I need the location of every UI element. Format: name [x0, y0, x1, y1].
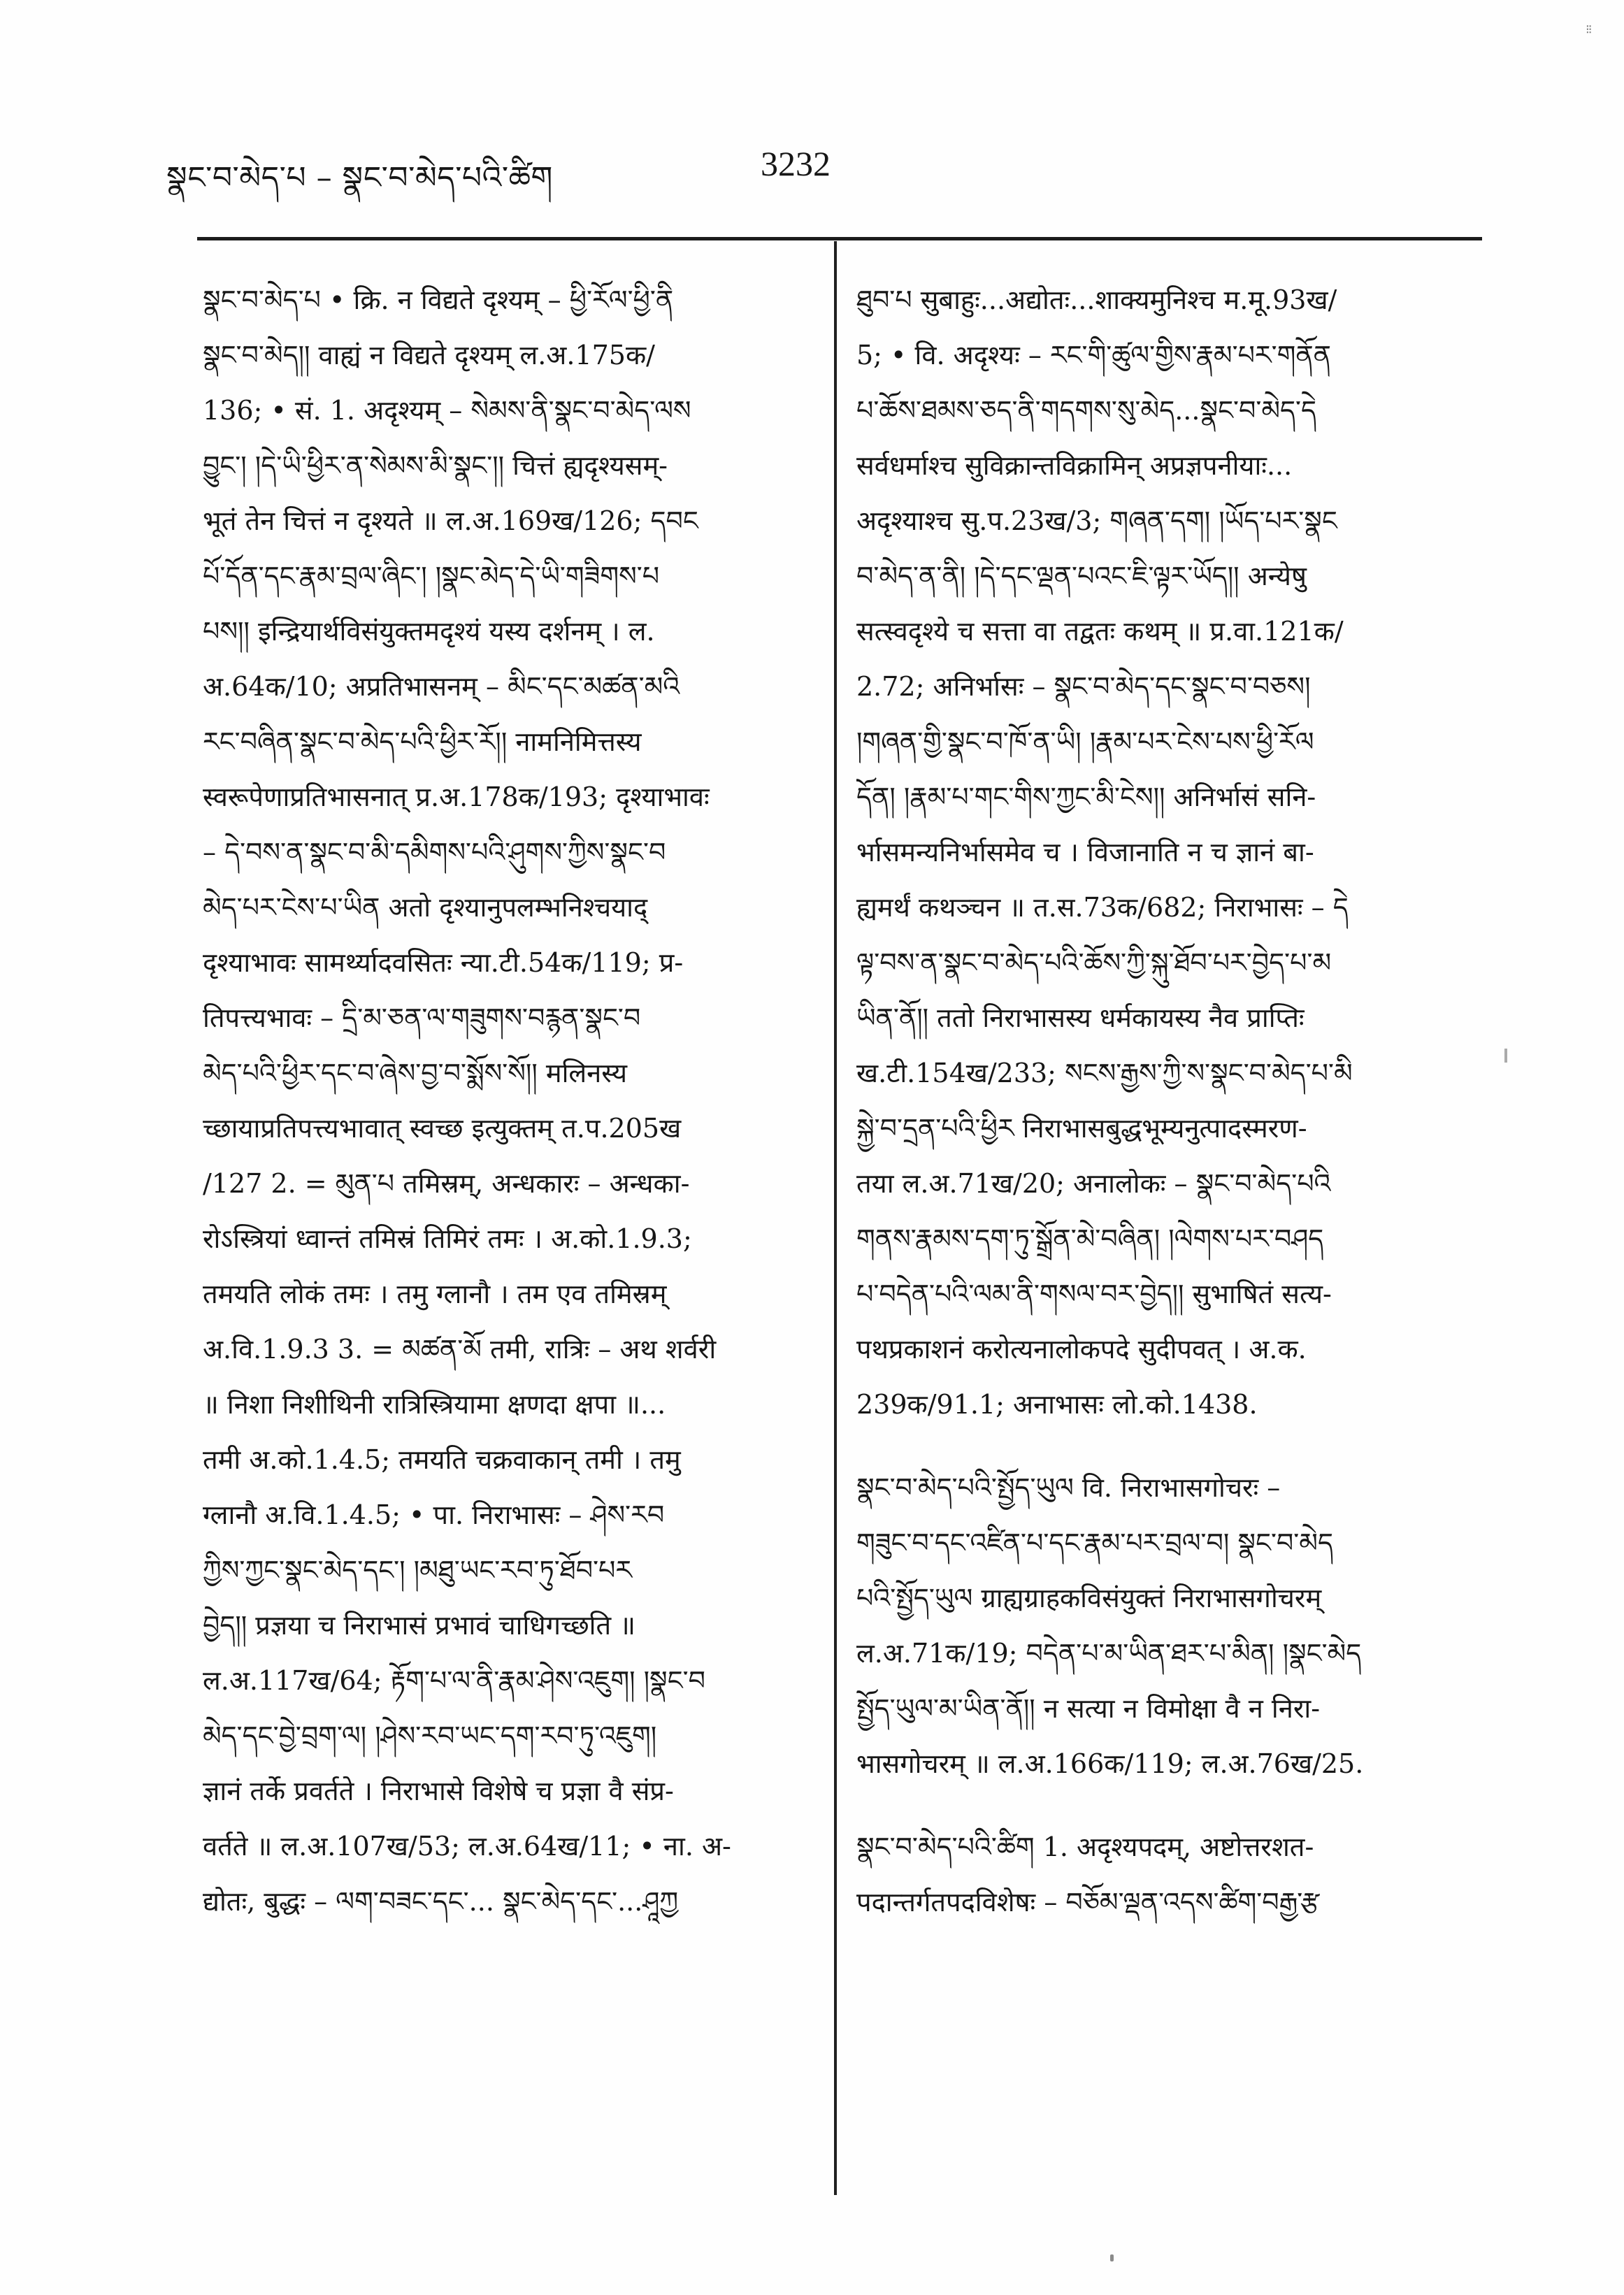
text-line: པའི་སྤྱོད་ཡུལ ग्राह्यग्राहकविसंयुक्तं निराभासगोचरम्	[856, 1583, 1322, 1613]
text-line: स्वरूपेणाप्रतिभासनात् प्र.अ.178क/193; दृश्याभावः	[203, 782, 710, 812]
text-line: སྣང་བ་མེད་པའི་སྤྱོད་ཡུལ वि. निराभासगोचरः –	[856, 1472, 1281, 1503]
text-line: भूतं तेन चित्तं न दृश्यते ॥ ल.अ.169ख/126; དབང	[203, 505, 698, 536]
text-line: पथप्रकाशनं करोत्यनालोकपदे सुदीपवत् । अ.क.	[856, 1334, 1307, 1365]
entry-gap	[856, 1792, 1472, 1820]
text-line: བྱུང་། །དེ་ཡི་ཕྱིར་ན་སེམས་མི་སྣང་།། चित्तं ह्यदृश्यसम्-	[203, 450, 668, 481]
text-line: བྱེད།། प्रज्ञया च निराभासं प्रभावं चाधिगच्छति ॥	[203, 1610, 636, 1641]
text-line: ཀྱིས་ཀྱང་སྣང་མེད་དང་། །མཐུ་ཡང་རབ་ཏུ་ཐོབ་པར	[203, 1555, 633, 1585]
entry-snang-ba-med-pa	[203, 273, 811, 1929]
text-line: वर्तते ॥ ल.अ.107ख/53; ल.अ.64ख/11; • ना. अ-	[203, 1831, 731, 1862]
text-line: ཡིན་ནོ།། ततो निराभासस्य धर्मकायस्य नैव प्राप्तिः	[856, 1002, 1305, 1033]
text-line: तया ल.अ.71ख/20; अनालोकः – སྣང་བ་མེད་པའི	[856, 1168, 1331, 1199]
left-column	[203, 273, 811, 1929]
text-line: ज्ञानं तर्के प्रवर्तते । निराभासे विशेषे च प्रज्ञा वै संप्र-	[203, 1776, 674, 1806]
text-line: ह्यमर्थं कथञ्चन ॥ त.स.73क/682; निराभासः – དེ	[856, 892, 1349, 923]
text-line: अ.64क/10; अप्रतिभासनम् – མིང་དང་མཚན་མའི	[203, 671, 680, 702]
text-line: सर्वधर्माश्च सुविक्रान्तविक्रामिन् अप्रज्ञपनीयाः...	[856, 450, 1293, 481]
text-line: पदान्तर्गतपदविशेषः – བཅོམ་ལྡན་འདས་ཚིག་བརྒྱ་རྩ	[856, 1887, 1320, 1918]
text-line: མེད་པའི་ཕྱིར་དང་བ་ཞེས་བྱ་བ་སྨོས་སོ།། मलिनस्य	[203, 1058, 628, 1088]
text-line: པས།། इन्द्रियार्थविसंयुक्तमदृश्यं यस्य दर्शनम् । ल.	[203, 616, 655, 647]
text-line: दृश्याभावः सामर्थ्यादवसितः न्या.टी.54क/119; प्र-	[203, 947, 684, 978]
text-line: सत्स्वदृश्ये च सत्ता वा तद्वतः कथम् ॥ प्र.वा.121क/	[856, 616, 1344, 647]
text-line: སྣང་བ་མེད་པ • क्रि. न विद्यते दृश्यम् – ཕྱི་རོལ་ཕྱི་ནི	[203, 285, 674, 315]
text-line: སྐྱེ་བ་དྲན་པའི་ཕྱིར निराभासबुद्धभूम्यनुत्पादस्मरण-	[856, 1113, 1307, 1144]
text-line: र्भासमन्यनिर्भासमेव च । विजानाति न च ज्ञानं बा-	[856, 837, 1314, 868]
text-line: अदृश्याश्च सु.प.23ख/3; གཞན་དག། །ཡོད་པར་སྣང	[856, 505, 1337, 536]
page-number: 3232	[761, 144, 831, 183]
text-line: སྣང་བ་མེད།། वाह्यं न विद्यते दृश्यम् ल.अ.175क/	[203, 340, 655, 370]
text-line: च्छायाप्रतिपत्त्यभावात् स्वच्छ इत्युक्तम् त.प.205ख	[203, 1113, 682, 1144]
column-divider	[834, 241, 837, 2195]
text-line: ॥ निशा निशीथिनी रात्रिस्त्रियामा क्षणदा क्षपा ॥...	[203, 1389, 666, 1420]
text-line: སྤྱོད་ཡུལ་མ་ཡིན་ནོ།། न सत्या न विमोक्षा वै न निरा-	[856, 1693, 1321, 1724]
text-line: द्योतः, बुद्धः – ལག་བཟང་དང་... སྣང་མེད་དང་...ཤཱཀྱ	[203, 1886, 679, 1917]
text-line: 239क/91.1; अनाभासः लो.को.1438.	[856, 1389, 1258, 1420]
running-headword-range: སྣང་བ་མེད་པ – སྣང་བ་མེད་པའི་ཚིག	[166, 160, 553, 196]
right-column	[856, 273, 1472, 1930]
text-line: ल.अ.71क/19; བདེན་པ་མ་ཡིན་ཐར་པ་མིན། །སྣང་མེད	[856, 1638, 1362, 1669]
bottom-scan-mark	[1110, 2254, 1114, 2261]
text-line: པ་ཆོས་ཐམས་ཅད་ནི་གདགས་སུ་མེད...སྣང་བ་མེད་དེ	[856, 395, 1316, 426]
text-line: གཟུང་བ་དང་འཛིན་པ་དང་རྣམ་པར་བྲལ་བ། སྣང་བ་མེད	[856, 1527, 1333, 1558]
header-rule	[197, 237, 1482, 240]
text-line: तमी अ.को.1.4.5; तमयति चक्रवाकान् तमी । तमु	[203, 1444, 681, 1475]
text-line: བ་མེད་ན་ནི། །དེ་དང་ལྡན་པའང་ཇི་ལྟར་ཡོད།། अन्येषु	[856, 561, 1307, 591]
text-line: 136; • सं. 1. अदृश्यम् – སེམས་ནི་སྣང་བ་མེད་ལས	[203, 395, 691, 426]
text-line: ग्लानौ अ.वि.1.4.5; • पा. निराभासः – ཤེས་རབ	[203, 1499, 665, 1530]
text-line: भासगोचरम् ॥ ल.अ.166क/119; ल.अ.76ख/25.	[856, 1748, 1364, 1779]
text-line: མེད་དང་བྱེ་བྲག་ལ། །ཤེས་རབ་ཡང་དག་རབ་ཏུ་འཇུག།	[203, 1720, 657, 1751]
entry-snang-ba-med-pai-tshig	[856, 1820, 1472, 1930]
text-line: ख.टी.154ख/233; སངས་རྒྱས་ཀྱི་ས་སྣང་བ་མེད་པ་མི	[856, 1058, 1353, 1088]
entry-gap	[856, 1432, 1472, 1460]
text-line: रोऽस्त्रियां ध्वान्तं तमिस्रं तिमिरं तमः । अ.को.1.9.3;	[203, 1223, 692, 1254]
text-line: ལྟ་བས་ན་སྣང་བ་མེད་པའི་ཆོས་ཀྱི་སྐུ་ཐོབ་པར་བྱེད་པ་མ	[856, 947, 1332, 978]
text-line: 5; • वि. अदृश्यः – རང་གི་ཚུལ་གྱིས་རྣམ་པར་གནོན	[856, 340, 1332, 370]
text-line: तमयति लोकं तमः । तमु ग्लानौ । तम एव तमिस्रम्	[203, 1279, 667, 1309]
text-line: तिपत्त्यभावः – དྲི་མ་ཅན་ལ་གཟུགས་བརྙན་སྣང་བ	[203, 1002, 641, 1033]
corner-scan-mark: ⁝⁝	[1586, 22, 1591, 37]
text-line: པ་བདེན་པའི་ལམ་ནི་གསལ་བར་བྱེད།། सुभाषितं सत्य-	[856, 1279, 1332, 1309]
text-line: པོ་དོན་དང་རྣམ་བྲལ་ཞིང་། །སྣང་མེད་དེ་ཡི་གཟིགས་པ	[203, 561, 660, 591]
text-line: ल.अ.117ख/64; རྟོག་པ་ལ་ནི་རྣམ་ཤེས་འཇུག། །སྣང་བ	[203, 1665, 705, 1696]
text-line: །གཞན་གྱི་སྣང་བ་ཁོ་ན་ཡི། །རྣམ་པར་ངེས་པས་ཕྱི་རོལ	[856, 726, 1314, 757]
text-line: ཐུབ་པ सुबाहुः...अद्योतः...शाक्यमुनिश्च म.मू.93ख/	[856, 285, 1337, 315]
text-line: 2.72; अनिर्भासः – སྣང་བ་མེད་དང་སྣང་བ་བཅས།	[856, 671, 1311, 702]
text-line: དོན། །རྣམ་པ་གང་གིས་ཀྱང་མི་ངེས།། अनिर्भासं सनि-	[856, 782, 1316, 812]
entry-snang-ba-med-pai-spyod-yul	[856, 1460, 1472, 1792]
entry-continuation	[856, 273, 1472, 1432]
text-line: /127 2. = མུན་པ तमिस्रम्, अन्धकारः – अन्धका-	[203, 1168, 690, 1199]
text-line: རང་བཞིན་སྣང་བ་མེད་པའི་ཕྱིར་རོ།། नामनिमित्तस्य	[203, 726, 642, 757]
text-line: གནས་རྣམས་དག་ཏུ་སྒྲོན་མེ་བཞིན། །ལེགས་པར་བཤད	[856, 1223, 1324, 1254]
text-line: – དེ་བས་ན་སྣང་བ་མི་དམིགས་པའི་ཤུགས་ཀྱིས་སྣང་བ	[203, 837, 666, 868]
text-line: མེད་པར་ངེས་པ་ཡིན अतो दृश्यानुपलम्भनिश्चयाद्	[203, 892, 648, 923]
text-line: अ.वि.1.9.3 3. = མཚན་མོ तमी, रात्रिः – अथ शर्वरी	[203, 1334, 717, 1365]
stray-scan-mark	[1504, 1049, 1507, 1063]
text-line: སྣང་བ་མེད་པའི་ཚིག 1. अदृश्यपदम्, अष्टोत्तरशत-	[856, 1832, 1314, 1862]
